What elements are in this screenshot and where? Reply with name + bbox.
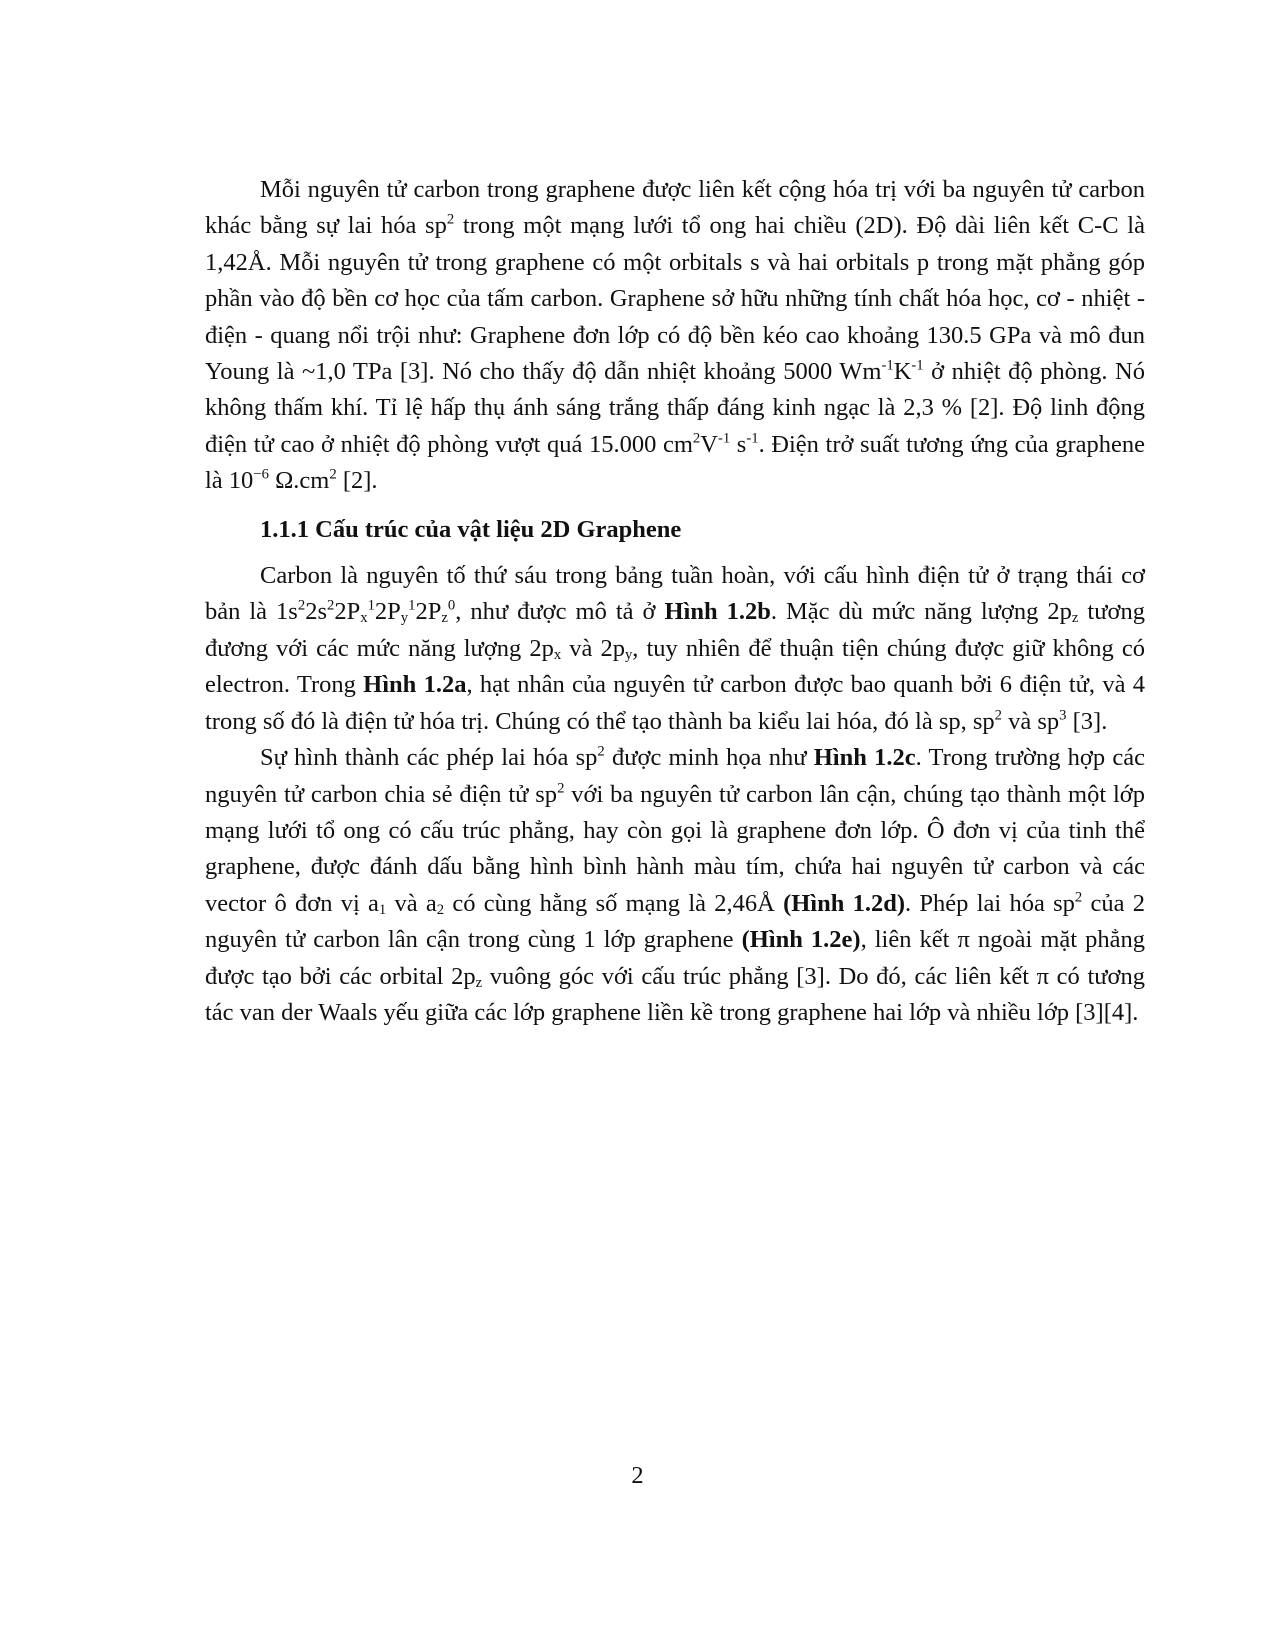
text-run: tương đương với các mức năng lượng 2p (205, 598, 1145, 662)
page-number: 2 (631, 1462, 644, 1489)
subscript: z (1071, 610, 1079, 627)
superscript: 2 (446, 211, 455, 228)
subscript: 2 (436, 901, 445, 918)
superscript: 2 (297, 597, 306, 614)
subscript: y (400, 610, 409, 627)
text-run: Mỗi nguyên tử carbon trong graphene được liên kết cộng hóa trị với ba nguyên tử carbon khác bằng sự lai hóa sp (205, 176, 1145, 240)
superscript: 0 (447, 597, 456, 614)
text-run: ở nhiệt độ phòng. Nó không thấm khí. Tỉ lệ hấp thụ ánh sáng trắng thấp đáng kinh ngạc là 2,3 % [2]. Độ linh động điện tử cao ở nhiệt độ phòng vượt quá 15.000 cm (205, 358, 1145, 458)
text-run: trong một mạng lưới tổ ong hai chiều (2D). Độ dài liên kết C-C là 1,42Å. Mỗi nguyên tử trong graphene có một orbitals s và hai orbitals p trong mặt phẳng góp phần vào độ bền cơ học của tấm carbon. Graphene sở hữu những tính chất hóa học, cơ - nhiệt - điện - quang nổi trội như: Graphene đơn lớp có độ bền kéo cao khoảng 130.5 GPa và mô đun Young là ~1,0 TPa [3]. Nó cho thấy độ dẫn nhiệt khoảng 5000 Wm (205, 212, 1145, 386)
text-run: , như được mô tả ở (455, 598, 665, 626)
text-run: [2]. (336, 467, 378, 495)
superscript: -1 (881, 357, 894, 374)
text-run: 2P (415, 598, 442, 626)
subscript: z (441, 610, 448, 627)
figure-reference: (Hình 1.2e) (741, 926, 861, 954)
text-run: Sự hình thành các phép lai hóa sp (260, 744, 598, 772)
paragraph-electron-configuration (205, 558, 1145, 740)
text-run: , liên kết π ngoài mặt phẳng được tạo bởi các orbital 2p (205, 926, 1146, 990)
text-run: . Trong trường hợp các nguyên tử carbon chia sẻ điện tử sp (205, 744, 1145, 808)
subscript: x (553, 646, 562, 663)
text-run: với ba nguyên tử carbon lân cận, chúng tạo thành một lớp mạng lưới tổ ong có cấu trúc phẳng, hay còn gọi là graphene đơn lớp. Ô đơn vị của tinh thể graphene, được đánh dấu bằng hình bình hành màu tím, chứa hai nguyên tử carbon và các vector ô đơn vị a (205, 780, 1145, 917)
text-run: và sp (1002, 707, 1060, 735)
superscript: −6 (253, 466, 269, 483)
superscript: 2 (692, 430, 701, 447)
text-run: Ω.cm (268, 467, 330, 495)
paragraph-graphene-properties (205, 172, 1145, 500)
superscript: 2 (326, 597, 335, 614)
text-run: , hạt nhân của nguyên tử carbon được bao quanh bởi 6 điện tử, và 4 trong số đó là điện tử hóa trị. Chúng có thể tạo thành ba kiểu lai hóa, đó là sp, sp (205, 671, 1145, 735)
text-run: s (730, 430, 747, 458)
superscript: -1 (746, 430, 759, 447)
subscript: 1 (378, 901, 387, 918)
subscript: x (360, 610, 368, 627)
text-run: vuông góc với cấu trúc phẳng [3]. Do đó, các liên kết π có tương tác van der Waals yếu giữa các lớp graphene liền kề trong graphene hai lớp và nhiều lớp [3][4]. (205, 962, 1145, 1026)
superscript: 2 (557, 779, 565, 796)
text-run: . Điện trở suất tương ứng của graphene là 10 (205, 430, 1145, 495)
superscript: 2 (994, 707, 1002, 724)
superscript: 2 (597, 743, 605, 760)
subscript: y (624, 646, 633, 663)
section-heading: 1.1.1 Cấu trúc của vật liệu 2D Graphene (260, 515, 682, 543)
figure-reference: Hình 1.2b (664, 598, 771, 626)
figure-reference: (Hình 1.2d) (783, 889, 906, 917)
superscript: 1 (367, 597, 375, 614)
text-run: Carbon là nguyên tố thứ sáu trong bảng tuần hoàn, với cấu hình điện tử ở trạng thái cơ bản là 1s (205, 562, 1145, 626)
text-run: [3]. (1066, 707, 1108, 735)
text-run: . Mặc dù mức năng lượng 2p (770, 598, 1072, 626)
text-run: . Phép lai hóa sp (905, 889, 1075, 917)
superscript: -1 (911, 357, 924, 374)
paragraph-sp2-hybridization (205, 740, 1145, 1031)
text-run: , tuy nhiên để thuận tiện chúng được giữ không có electron. Trong (205, 634, 1145, 699)
superscript: 1 (408, 597, 416, 614)
subscript: z (475, 974, 483, 991)
text-run: K (893, 358, 912, 386)
text-run: V (700, 430, 718, 458)
text-run: 2s (305, 598, 327, 626)
text-run: được minh họa như (604, 744, 814, 772)
superscript: 2 (1074, 889, 1083, 906)
figure-reference: Hình 1.2c (813, 744, 916, 772)
superscript: 2 (329, 466, 337, 483)
text-run: và a (386, 889, 437, 917)
page-body (205, 172, 1145, 1031)
superscript: 3 (1059, 707, 1067, 724)
text-run: và 2p (561, 634, 625, 662)
text-run: 2P (334, 598, 361, 626)
text-run: có cùng hằng số mạng là 2,46Å (444, 889, 784, 917)
superscript: -1 (717, 430, 731, 447)
text-run: 2P (374, 598, 401, 626)
figure-reference: Hình 1.2a (363, 671, 467, 699)
text-run: của 2 nguyên tử carbon lân cận trong cùng 1 lớp graphene (205, 889, 1146, 954)
